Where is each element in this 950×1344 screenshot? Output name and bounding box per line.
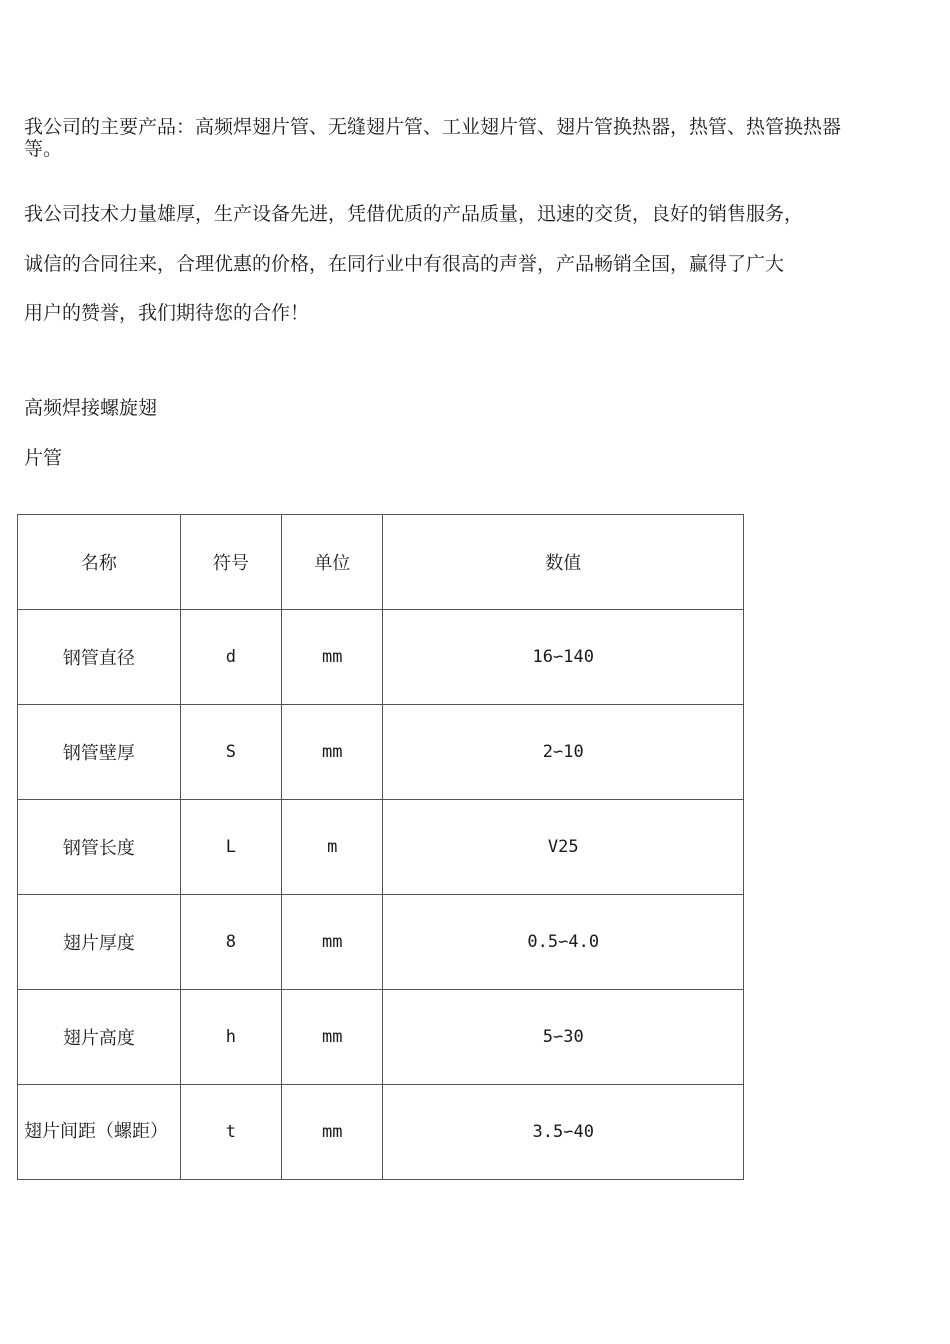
cell-unit: m xyxy=(282,800,383,895)
table-row xyxy=(18,1085,744,1180)
table-header-row xyxy=(18,515,744,610)
header-value: 数值 xyxy=(383,515,744,610)
cell-symbol: h xyxy=(180,990,281,1085)
cell-value: 16∽140 xyxy=(383,610,744,705)
cell-name: 翅片间距（螺距） xyxy=(18,1085,181,1180)
cell-unit: mm xyxy=(282,990,383,1085)
cell-name: 钢管直径 xyxy=(18,610,181,705)
cell-value: 5∽30 xyxy=(383,990,744,1085)
spec-table xyxy=(17,514,744,1180)
cell-name: 钢管壁厚 xyxy=(18,705,181,800)
table-row xyxy=(18,800,744,895)
section-title-line-2: 片管 xyxy=(24,447,63,469)
cell-symbol: 8 xyxy=(180,895,281,990)
table-row xyxy=(18,895,744,990)
cell-value: V25 xyxy=(383,800,744,895)
cell-value: 2∽10 xyxy=(383,705,744,800)
cell-name: 钢管长度 xyxy=(18,800,181,895)
cell-symbol: L xyxy=(180,800,281,895)
cell-symbol: d xyxy=(180,610,281,705)
cell-symbol: S xyxy=(180,705,281,800)
section-title-line-1: 高频焊接螺旋翅 xyxy=(24,397,158,419)
header-symbol: 符号 xyxy=(180,515,281,610)
intro-products-paragraph: 我公司的主要产品：高频焊翅片管、无缝翅片管、工业翅片管、翅片管换热器，热管、热管换热器等。 xyxy=(24,116,842,160)
intro-tech-line-2: 诚信的合同往来，合理优惠的价格，在同行业中有很高的声誉，产品畅销全国，赢得了广大 xyxy=(24,253,785,275)
cell-name: 翅片厚度 xyxy=(18,895,181,990)
cell-name: 翅片高度 xyxy=(18,990,181,1085)
cell-unit: mm xyxy=(282,895,383,990)
intro-tech-line-3: 用户的赞誉，我们期待您的合作！ xyxy=(24,302,310,324)
table-row xyxy=(18,705,744,800)
header-unit: 单位 xyxy=(282,515,383,610)
cell-unit: mm xyxy=(282,610,383,705)
table-row xyxy=(18,990,744,1085)
cell-value: 3.5∽40 xyxy=(383,1085,744,1180)
cell-unit: mm xyxy=(282,1085,383,1180)
cell-symbol: t xyxy=(180,1085,281,1180)
cell-value: 0.5∽4.0 xyxy=(383,895,744,990)
table-row xyxy=(18,610,744,705)
intro-tech-line-1: 我公司技术力量雄厚，生产设备先进，凭借优质的产品质量，迅速的交货，良好的销售服务， xyxy=(24,203,804,225)
header-name: 名称 xyxy=(18,515,181,610)
cell-unit: mm xyxy=(282,705,383,800)
